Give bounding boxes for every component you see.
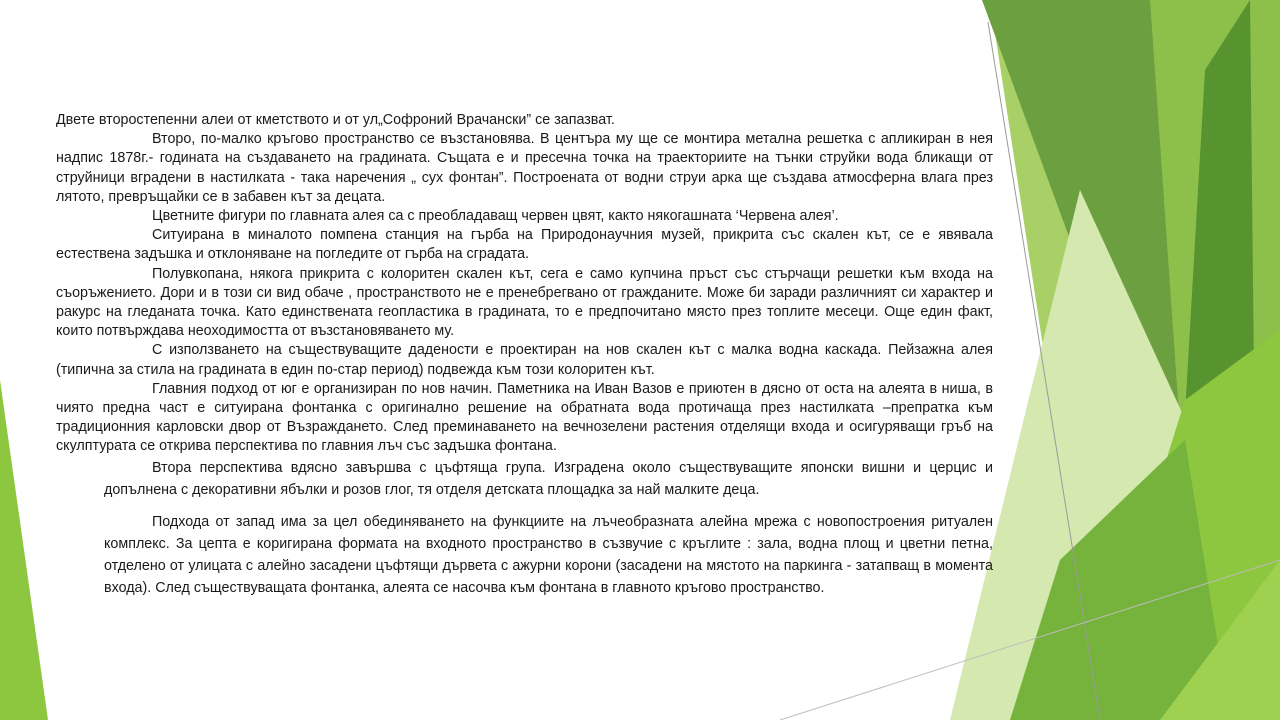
slide-text-block xyxy=(56,111,993,599)
paragraph-3: Цветните фигури по главната алея са с преобладаващ червен цвят, както някогашната ‘Червена алея’. xyxy=(152,208,839,225)
left-green-wedge xyxy=(0,380,48,720)
paragraph-5: Полувкопана, някога прикрита с колоритен скален кът, сега е само купчина пръст със стърчащи решетки към входа на съоръжението. Дори и в този си вид обаче , пространството не е пренебрегвано от гражданите. Може би заради различният си характер и ракурс на гледаната точка. Като единствената геопластика в градината, то е предпочитано място през топлите месеци. Още един факт, които потвърждава неоходимостта от възстановяването му. xyxy=(56,265,993,340)
paragraph-1: Двете второстепенни алеи от кметството и от ул„Софроний Врачански” се запазват. xyxy=(56,112,615,128)
paragraph-7: Главния подход от юг е организиран по нов начин. Паметника на Иван Вазов е приютен в дясно от оста на алеята в ниша, в чиято предна част е ситуирана фонтанка с оригинално решение на обратната вода протичаща през настилката –препратка към традиционния карловски двор от Възраждането. След преминаването на вечнозелени растения отделящи входа и осигуряващи гръб на скулптурата се открива перспектива по главния лъч със задъшка фонтана. xyxy=(56,380,993,455)
paragraph-8: Втора перспектива вдясно завършва с цъфтяща група. Изградена около съществуващите японски вишни и церцис и допълнена с декоративни ябълки и розов глог, тя отделя детската площадка за най малките деца. xyxy=(104,459,993,498)
paragraph-9: Подхода от запад има за цел обединяването на функциите на лъчеобразната алейна мрежа с новопостроения ритуален комплекс. За цепта е коригирана формата на входното пространство в съзвучие с кръглите : зала, водна площ и цветни петна, отделено от улицата с алейно засадени цъфтящи дървета с ажурни корони (засадени на мястото на паркинга - затапващ в момента входа). След съществуващата фонтанка, алеята се насочва към фонтана в главното кръгово пространство. xyxy=(104,513,993,596)
paragraph-2: Второ, по-малко кръгово пространство се възстановява. В центъра му ще се монтира метална решетка с апликиран в нея надпис 1878г.- годината на създаването на градината. Същата е и пресечна точка на траекториите на тънки струйки вода бликащи от струйници вградени в настилката - така наречения „ сух фонтан”. Построената от водни струи арка ще създава атмосферна влага през лятото, превръщайки се в забавен кът за децата. xyxy=(56,131,993,205)
paragraph-4: Ситуирана в миналото помпена станция на гърба на Природонаучния музей, прикрита със скален кът, се е явявала естествена задъшка и отклоняване на погледите от гърба на сградата. xyxy=(56,227,993,263)
paragraph-6: С използването на съществуващите дадености е проектиран на нов скален кът с малка водна каскада. Пейзажна алея (типична за стила на градината в един по-стар период) подвежда към този колоритен кът. xyxy=(56,342,993,378)
